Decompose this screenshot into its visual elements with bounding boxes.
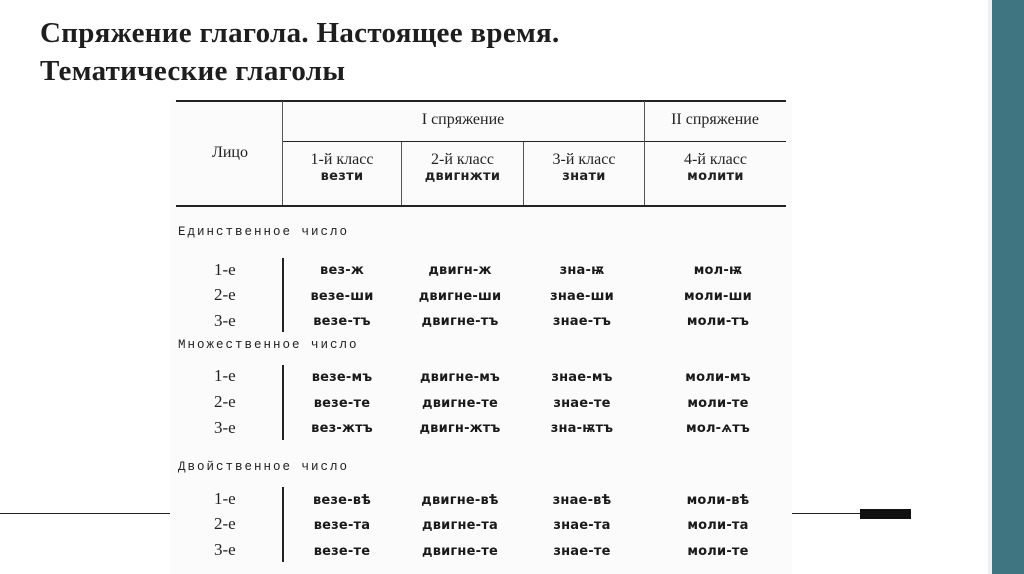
title-line-1: Спряжение глагола. Настоящее время. <box>40 17 560 49</box>
form-cell: везе-ши <box>310 289 374 304</box>
class-label: 4-й класс <box>684 151 747 168</box>
class-verb: везти <box>320 169 364 184</box>
person-cell: 1-е <box>214 489 236 508</box>
form-cell: двигне-те <box>422 396 498 411</box>
slide-title <box>40 14 560 90</box>
form-cell: двигн-жтъ <box>419 421 501 436</box>
person-header: Лицо <box>212 144 248 161</box>
conjugation-1-header: I спряжение <box>421 111 505 128</box>
form-cell: зна-ѭтъ <box>550 421 614 436</box>
section-plural-title: Множественное число <box>178 338 359 352</box>
form-cell: везе-тъ <box>313 314 371 329</box>
form-cell: двигне-мъ <box>419 370 501 385</box>
form-cell: везе-та <box>313 518 371 533</box>
form-cell: двигн-ж <box>428 263 492 278</box>
person-cell: 2-е <box>214 285 236 304</box>
form-cell: двигне-те <box>422 544 498 559</box>
form-cell: двигне-та <box>422 518 498 533</box>
class-1-header <box>283 151 401 184</box>
form-cell: везе-мъ <box>311 370 373 385</box>
class-verb: двигнжти <box>424 169 501 184</box>
conjugation-2-header: II спряжение <box>671 111 759 128</box>
form-cell: знае-та <box>553 518 611 533</box>
person-cell: 3-е <box>214 311 236 330</box>
header-mid-rule <box>282 141 786 142</box>
class-4-header <box>645 151 786 184</box>
form-cell: двигне-тъ <box>421 314 499 329</box>
form-cell: моли-тъ <box>686 314 750 329</box>
person-cell: 3-е <box>214 540 236 559</box>
class-label: 3-й класс <box>552 151 616 168</box>
title-line-2: Тематические глаголы <box>40 55 346 87</box>
person-cell: 1-е <box>214 260 236 279</box>
decor-line-left <box>0 513 170 514</box>
section-singular-title: Единственное число <box>178 225 350 239</box>
form-cell: вез-жтъ <box>311 421 373 436</box>
person-cell: 1-е <box>214 366 236 385</box>
form-cell: знае-тъ <box>552 314 612 329</box>
form-cell: знае-вѣ <box>552 493 612 508</box>
form-cell: моли-вѣ <box>686 493 750 508</box>
right-accent-bar <box>992 0 1024 574</box>
form-cell: двигне-ши <box>418 289 502 304</box>
header-bottom-rule <box>176 205 786 207</box>
class-verb: знати <box>562 169 606 184</box>
class-label: 1-й класс <box>310 151 374 168</box>
form-cell: мол-ѧтъ <box>686 421 750 436</box>
form-cell: знае-те <box>553 396 611 411</box>
table-top-rule <box>176 100 786 102</box>
form-cell: моли-ши <box>684 289 752 304</box>
form-cell: везе-вѣ <box>312 493 371 508</box>
form-cell: двигне-вѣ <box>421 493 499 508</box>
decor-line-right <box>790 513 860 514</box>
form-cell: зна-ѭ <box>559 263 605 278</box>
form-cell: знае-мъ <box>551 370 613 385</box>
person-cell: 3-е <box>214 418 236 437</box>
form-cell: везе-те <box>313 544 371 559</box>
person-cell: 2-е <box>214 392 236 411</box>
decor-block-right <box>860 509 911 519</box>
person-cell: 2-е <box>214 514 236 533</box>
section-dual-title: Двойственное число <box>178 460 350 474</box>
form-cell: моли-те <box>687 396 749 411</box>
class-3-header <box>524 151 644 184</box>
form-cell: знае-ши <box>550 289 614 304</box>
class-label: 2-й класс <box>431 151 494 168</box>
form-cell: везе-те <box>313 396 371 411</box>
class-2-header <box>402 151 523 184</box>
form-cell: моли-те <box>687 544 749 559</box>
form-cell: мол-ѭ <box>693 263 743 278</box>
class-verb: молити <box>687 169 744 184</box>
form-cell: моли-мъ <box>685 370 751 385</box>
form-cell: моли-та <box>687 518 749 533</box>
form-cell: знае-те <box>553 544 611 559</box>
form-cell: вез-ж <box>320 263 364 278</box>
